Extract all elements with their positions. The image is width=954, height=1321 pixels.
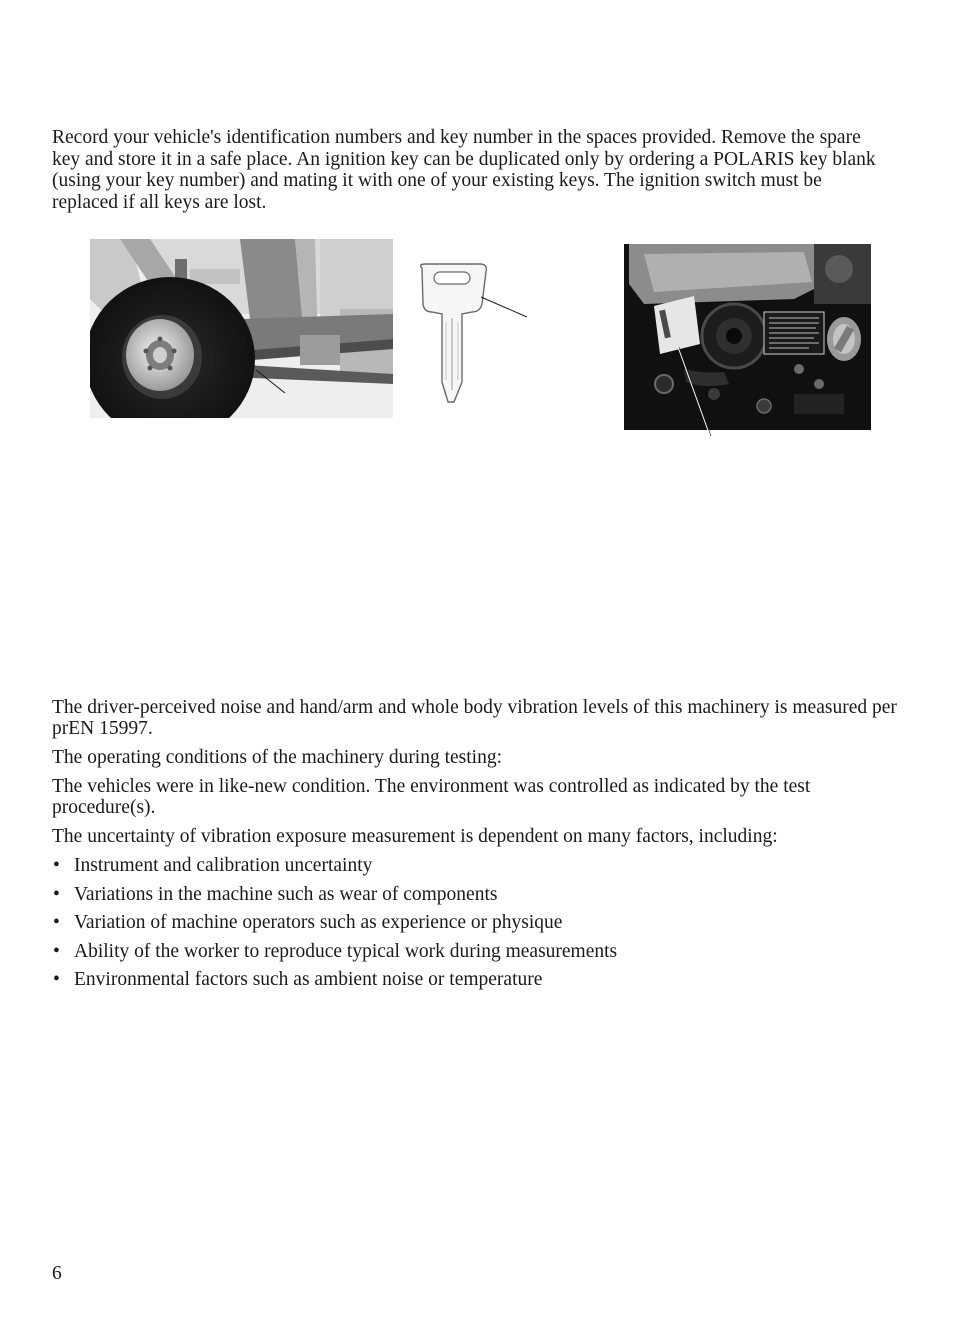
list-item [52,884,902,905]
intro-paragraph: Record your vehicle's identification numbers and key number in the spaces provided. Remove the spare key and store it in a safe place. An ignition key can be duplicated only by ordering a POLARIS key blank (using your key number) and mating it with one of your existing keys. The ignition switch must be replaced if all keys are lost. [52,127,876,213]
list-item [52,969,902,990]
list-item-text: Environmental factors such as ambient noise or temperature [74,969,543,990]
bullet-icon: • [53,912,60,933]
list-item [52,912,902,933]
vibration-paragraph-1: The driver-perceived noise and hand/arm and whole body vibration levels of this machinery is measured per prEN 15997. [52,697,897,739]
vibration-paragraph-4: The uncertainty of vibration exposure measurement is dependent on many factors, including: [52,826,778,847]
engine-drawing [624,244,871,430]
list-item-text: Variation of machine operators such as experience or physique [74,912,563,933]
page-number: 6 [52,1263,62,1284]
bullet-icon: • [53,940,60,962]
vibration-section [52,697,902,998]
engine-serial-photo [624,244,871,430]
list-item-text: Ability of the worker to reproduce typical work during measurements [74,940,618,962]
uncertainty-factors-list [52,855,902,990]
vibration-paragraph-3: The vehicles were in like-new condition. The environment was controlled as indicated by the test procedure(s). [52,776,811,818]
key-illustration [410,262,496,405]
bullet-icon: • [53,855,60,876]
vibration-paragraph-2: The operating conditions of the machinery during testing: [52,747,503,768]
list-item-text: Variations in the machine such as wear of components [74,883,498,905]
list-item-text: Instrument and calibration uncertainty [74,855,373,876]
vehicle-frame-drawing [90,239,393,418]
frame-vin-illustration [90,239,393,418]
bullet-icon: • [53,969,60,990]
list-item [52,855,902,876]
bullet-icon: • [53,883,60,905]
list-item [52,941,902,962]
key-icon [410,262,496,405]
